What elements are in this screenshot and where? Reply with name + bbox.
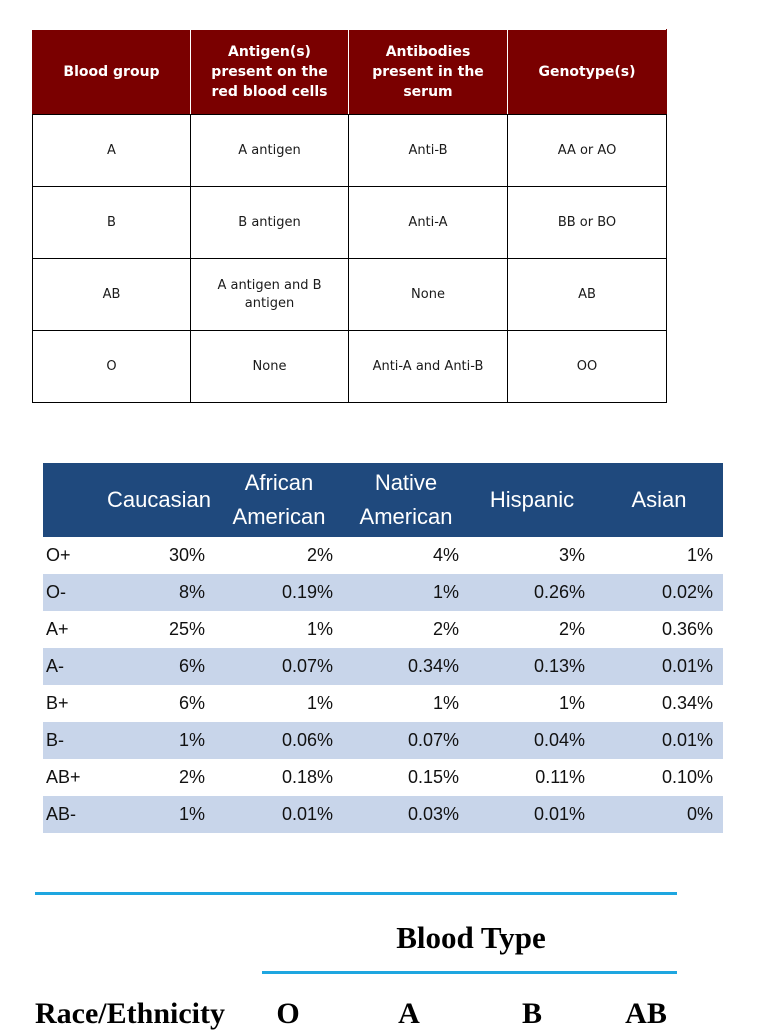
cell-line: A antigen and B (217, 277, 322, 293)
cell-native-american: 0.03% (343, 796, 469, 833)
header-line: serum (403, 84, 453, 100)
cell-hispanic: 0.01% (469, 796, 595, 833)
header-line: American (232, 504, 326, 529)
cell-line: A antigen (238, 142, 301, 158)
column-header-a: A (398, 997, 420, 1030)
table-row (33, 331, 667, 403)
cell-antigen (191, 115, 349, 187)
cell-african-american: 0.19% (215, 574, 343, 611)
cell-line: B antigen (238, 214, 301, 230)
row-header: Race/Ethnicity (35, 997, 225, 1030)
distribution-table (43, 463, 723, 833)
cell-genotype: AA or AO (508, 115, 667, 187)
table-row (43, 796, 723, 833)
table-row (43, 759, 723, 796)
column-header-o: O (276, 997, 300, 1030)
cell-antibodies: Anti-A (349, 187, 508, 259)
cell-antigen (191, 331, 349, 403)
cell-asian: 0.01% (595, 722, 723, 759)
cell-native-american: 2% (343, 611, 469, 648)
cell-asian: 0.34% (595, 685, 723, 722)
cell-caucasian: 6% (103, 685, 215, 722)
header-line: present on the (211, 64, 328, 80)
cell-native-american: 0.34% (343, 648, 469, 685)
table-row (43, 611, 723, 648)
cell-african-american: 0.06% (215, 722, 343, 759)
cell-line: None (252, 358, 287, 374)
cell-antibodies: None (349, 259, 508, 331)
header-caucasian: Caucasian (103, 463, 215, 537)
cell-asian: 0.01% (595, 648, 723, 685)
cell-blood-type: B+ (43, 685, 103, 722)
cell-antigen (191, 259, 349, 331)
column-header-ab: AB (625, 997, 667, 1030)
cell-blood-type: AB- (43, 796, 103, 833)
column-header-b: B (521, 997, 542, 1030)
header-empty (43, 463, 103, 537)
cell-african-american: 2% (215, 537, 343, 574)
cell-native-american: 1% (343, 685, 469, 722)
cell-hispanic: 0.13% (469, 648, 595, 685)
table-row (43, 648, 723, 685)
cell-antigen (191, 187, 349, 259)
cell-african-american: 0.18% (215, 759, 343, 796)
cell-hispanic: 0.26% (469, 574, 595, 611)
cell-native-american: 0.07% (343, 722, 469, 759)
header-antibodies (349, 30, 508, 115)
cell-hispanic: 0.04% (469, 722, 595, 759)
header-african-american (215, 463, 343, 537)
header-antigens (191, 30, 349, 115)
cell-antibodies: Anti-A and Anti-B (349, 331, 508, 403)
cell-asian: 0.02% (595, 574, 723, 611)
table-row (43, 574, 723, 611)
cell-native-american: 1% (343, 574, 469, 611)
cell-caucasian: 25% (103, 611, 215, 648)
table-row (33, 115, 667, 187)
header-line: Antibodies (385, 44, 471, 60)
cell-line: antigen (244, 295, 295, 311)
cell-blood-group: AB (33, 259, 191, 331)
table-row (43, 685, 723, 722)
cell-asian: 0.36% (595, 611, 723, 648)
distribution-header-row (43, 463, 723, 537)
cell-blood-type: O- (43, 574, 103, 611)
header-native-american (343, 463, 469, 537)
cell-genotype: OO (508, 331, 667, 403)
cell-blood-type: O+ (43, 537, 103, 574)
caption-rule (262, 971, 677, 974)
cell-caucasian: 8% (103, 574, 215, 611)
table-row (33, 259, 667, 331)
cell-blood-type: B- (43, 722, 103, 759)
cell-caucasian: 1% (103, 796, 215, 833)
cell-hispanic: 3% (469, 537, 595, 574)
cell-caucasian: 1% (103, 722, 215, 759)
cell-caucasian: 2% (103, 759, 215, 796)
cell-genotype: BB or BO (508, 187, 667, 259)
header-blood-group: Blood group (33, 30, 191, 115)
header-line: red blood cells (211, 84, 328, 100)
table-row (43, 537, 723, 574)
distribution-body (43, 537, 723, 833)
table-row (43, 722, 723, 759)
header-genotypes: Genotype(s) (508, 30, 667, 115)
cell-antibodies: Anti-B (349, 115, 508, 187)
cell-caucasian: 30% (103, 537, 215, 574)
cell-hispanic: 0.11% (469, 759, 595, 796)
cell-blood-group: A (33, 115, 191, 187)
header-line: Antigen(s) (228, 44, 311, 60)
table-caption: Blood Type (396, 920, 546, 955)
cell-native-american: 0.15% (343, 759, 469, 796)
cell-african-american: 1% (215, 611, 343, 648)
cell-hispanic: 2% (469, 611, 595, 648)
cell-african-american: 0.07% (215, 648, 343, 685)
cell-blood-group: O (33, 331, 191, 403)
header-line: African (244, 470, 314, 495)
header-asian: Asian (595, 463, 723, 537)
cell-blood-type: AB+ (43, 759, 103, 796)
table-top-rule (35, 892, 677, 895)
header-line: present in the (372, 64, 484, 80)
cell-asian: 1% (595, 537, 723, 574)
header-hispanic: Hispanic (469, 463, 595, 537)
blood-group-table (32, 29, 667, 403)
cell-blood-group: B (33, 187, 191, 259)
header-line: Native (374, 470, 438, 495)
cell-african-american: 0.01% (215, 796, 343, 833)
table-row (33, 187, 667, 259)
cell-hispanic: 1% (469, 685, 595, 722)
blood-group-header-row (33, 30, 667, 115)
cell-native-american: 4% (343, 537, 469, 574)
cell-blood-type: A- (43, 648, 103, 685)
cell-genotype: AB (508, 259, 667, 331)
cell-asian: 0.10% (595, 759, 723, 796)
header-line: American (359, 504, 453, 529)
cell-african-american: 1% (215, 685, 343, 722)
blood-type-table (35, 892, 677, 1030)
cell-caucasian: 6% (103, 648, 215, 685)
cell-blood-type: A+ (43, 611, 103, 648)
cell-asian: 0% (595, 796, 723, 833)
